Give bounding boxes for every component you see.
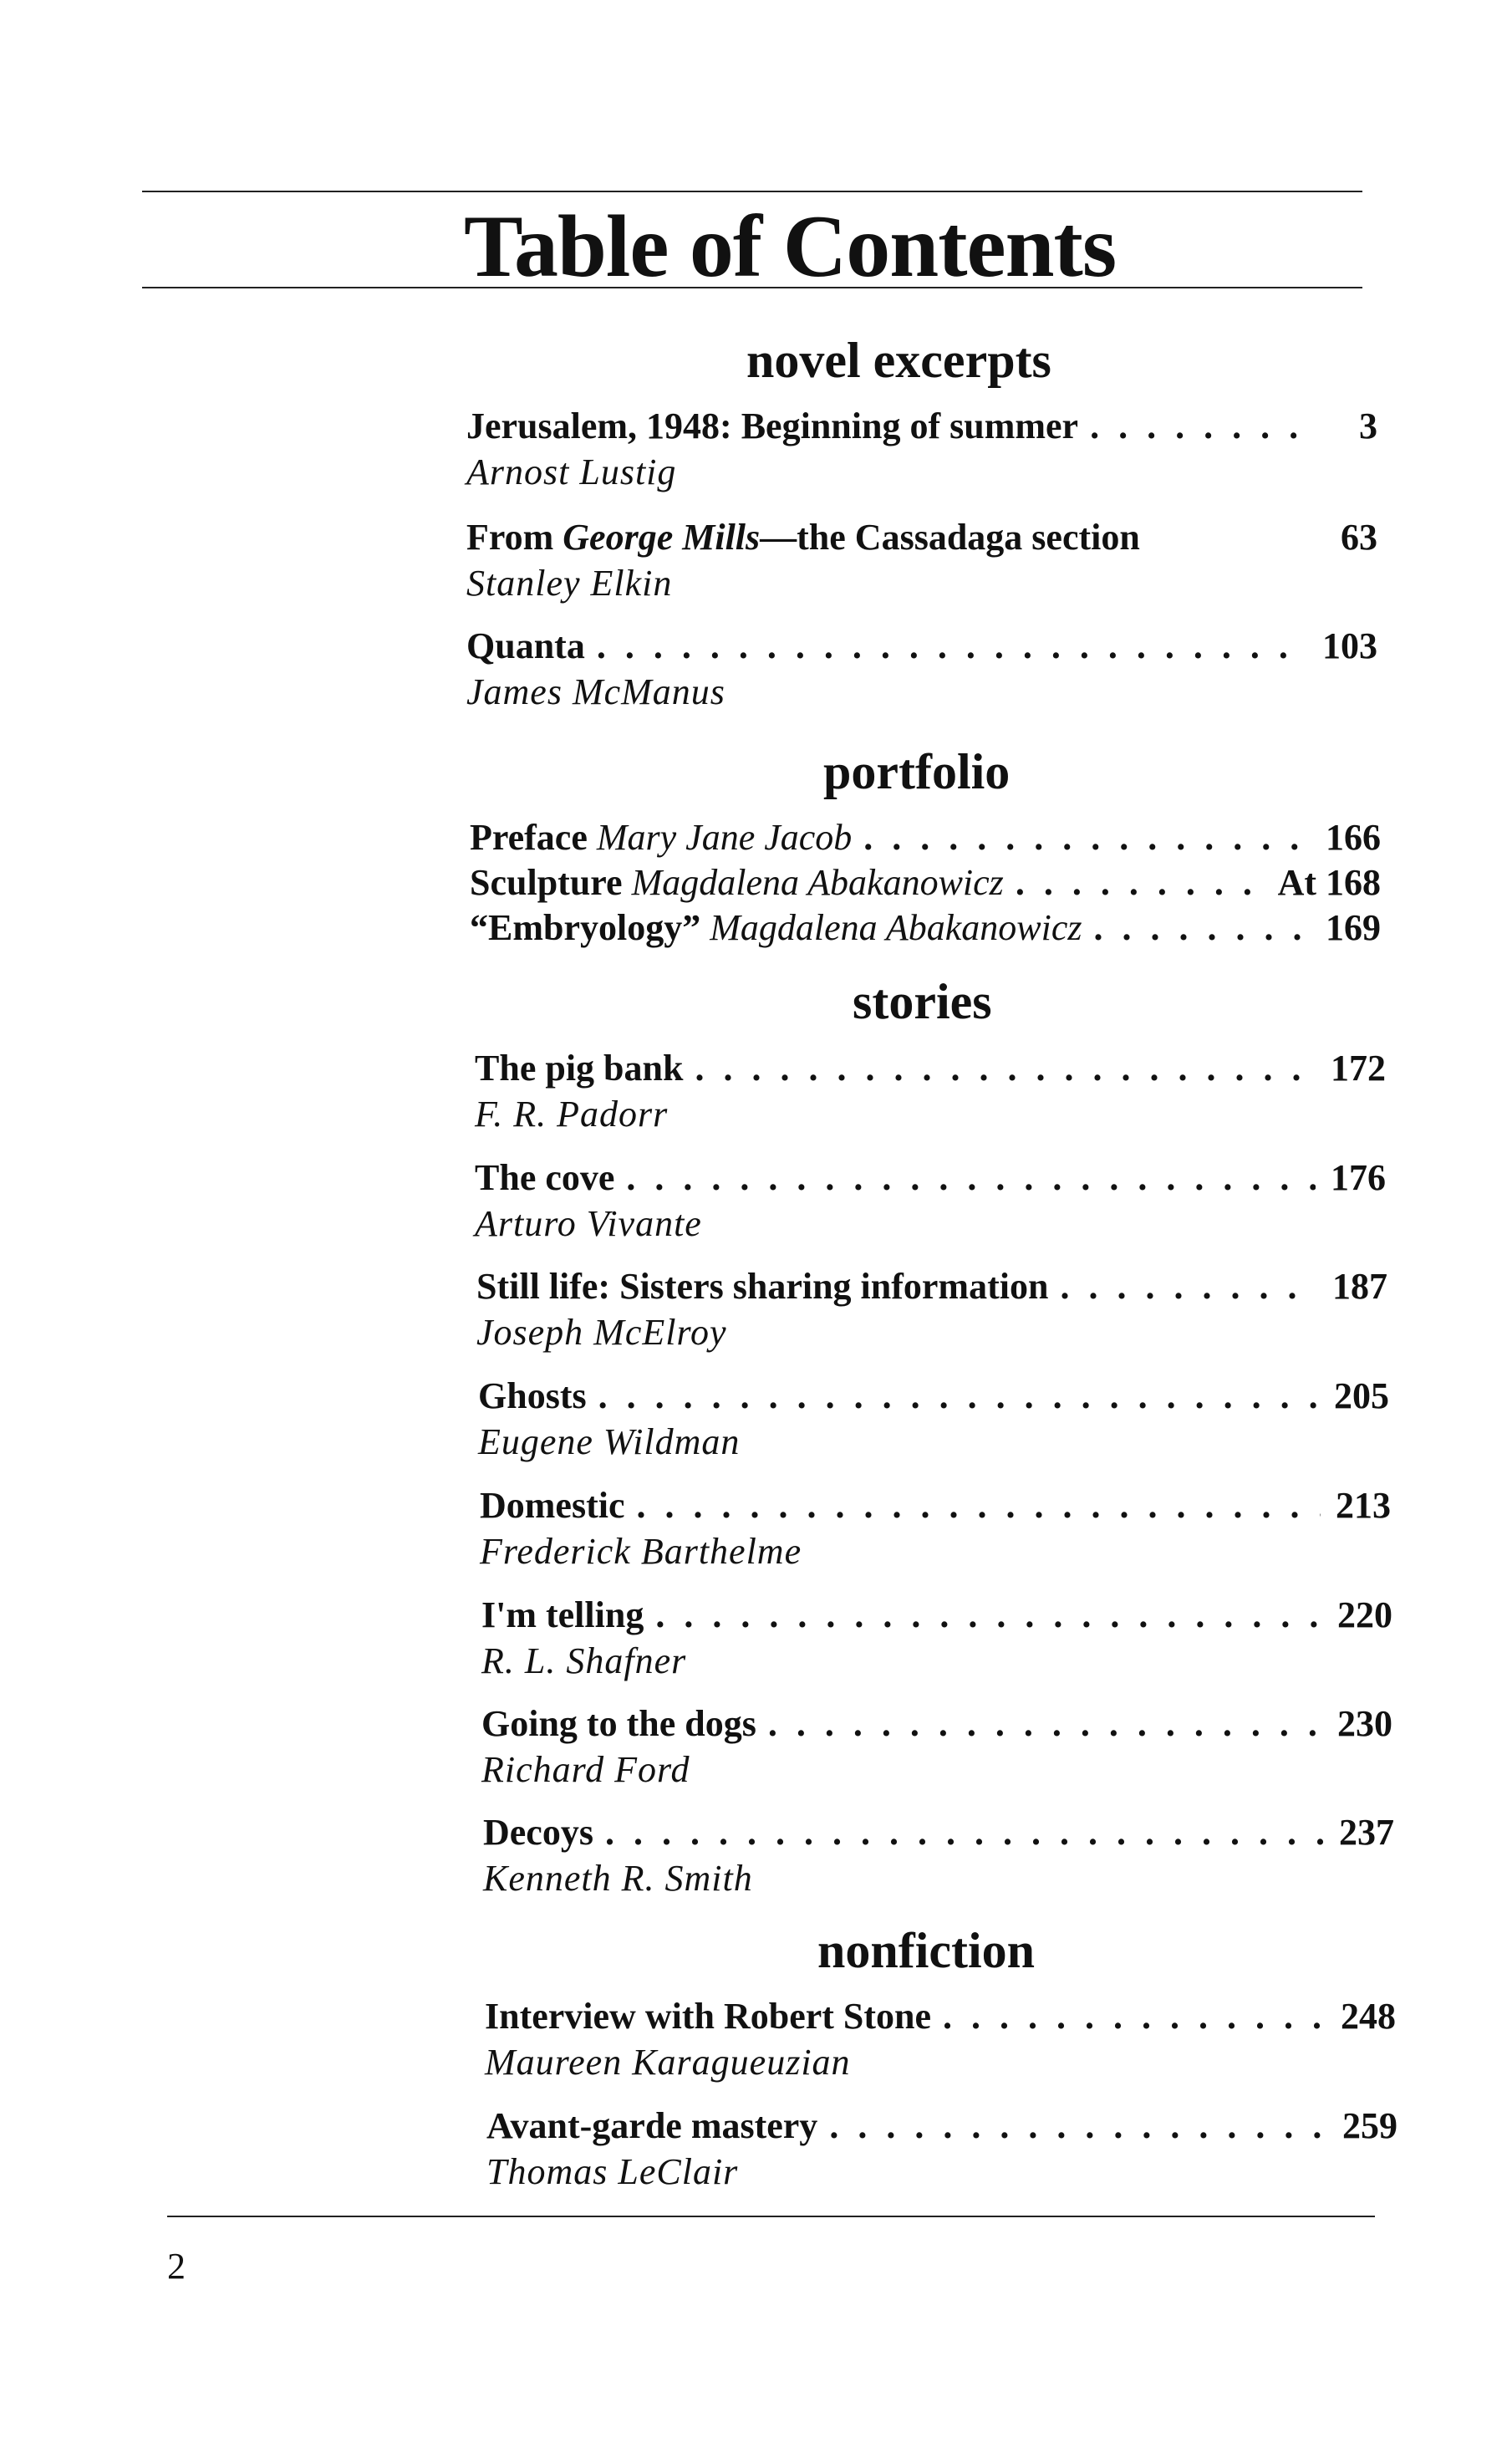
entry-author: Richard Ford [481,1749,690,1790]
entry-author: R. L. Shafner [481,1640,687,1681]
entry-page-number: 213 [1336,1485,1391,1526]
entry-author: Arturo Vivante [475,1203,702,1244]
toc-entry[interactable] [485,1993,1396,2085]
entry-page-number: 205 [1334,1375,1389,1416]
section-heading-novel-excerpts: novel excerpts [746,333,1051,388]
toc-entry[interactable] [480,1482,1391,1574]
dot-leader [863,814,1311,861]
entry-title: Domestic [480,1485,625,1526]
toc-entry[interactable] [486,2103,1397,2195]
toc-entry[interactable] [481,1701,1392,1793]
title-underline-rule [142,287,1362,288]
entry-page-number: 169 [1326,907,1381,948]
entry-title: Jerusalem, 1948: Beginning of summer [466,405,1079,446]
toc-entry[interactable] [470,859,1381,906]
entry-page-number: 248 [1341,1996,1396,2037]
entry-page-number: 237 [1339,1812,1394,1853]
entry-author: F. R. Padorr [475,1094,669,1135]
entry-author: Stanley Elkin [466,563,673,604]
entry-author: Magdalena Abakanowicz [631,862,1004,903]
entry-author: Kenneth R. Smith [483,1858,753,1899]
toc-entry[interactable] [476,1263,1387,1355]
entry-page-number: 187 [1332,1266,1387,1307]
toc-entry[interactable] [466,403,1377,495]
toc-entry[interactable] [481,1592,1392,1684]
toc-entry[interactable] [478,1373,1389,1465]
dot-leader [637,1482,1321,1529]
entry-author: Joseph McElroy [476,1312,727,1353]
entry-page-number: 3 [1359,405,1377,446]
top-rule [142,191,1362,192]
footer-rule [167,2216,1375,2217]
entry-author: Thomas LeClair [486,2151,739,2192]
entry-page-number: 220 [1337,1594,1392,1635]
dot-leader [598,1373,1319,1420]
entry-page-number: 230 [1337,1703,1392,1744]
entry-title: “Embryology” Magdalena Abakanowicz [470,907,1082,948]
section-heading-nonfiction: nonfiction [817,1923,1036,1978]
dot-leader [1060,1263,1317,1310]
page-number: 2 [167,2246,186,2287]
entry-title: Going to the dogs [481,1703,756,1744]
toc-entry[interactable] [466,514,1377,606]
entry-title: The cove [475,1157,615,1198]
toc-entry[interactable] [475,1155,1386,1247]
toc-entry[interactable] [470,905,1381,951]
entry-page-number: At 168 [1277,862,1381,903]
entry-author: Magdalena Abakanowicz [710,907,1082,948]
section-heading-stories: stories [853,974,992,1029]
dot-leader [655,1592,1322,1639]
entry-title: Ghosts [478,1375,587,1416]
dot-leader [829,2103,1327,2150]
entry-title-italic: George Mills [563,517,761,558]
entry-title: Quanta [466,625,585,666]
dot-leader [768,1701,1322,1747]
entry-author: James McManus [466,671,725,712]
page-title: Table of Contents [464,197,1117,295]
entry-page-number: 176 [1331,1157,1386,1198]
entry-title: Preface Mary Jane Jacob [470,817,853,858]
entry-author: Mary Jane Jacob [596,817,853,858]
entry-title: Still life: Sisters sharing information [476,1266,1049,1307]
dot-leader [1090,403,1307,450]
toc-entry[interactable] [470,814,1381,861]
entry-page-number: 259 [1342,2105,1397,2146]
toc-entry[interactable] [466,623,1377,715]
entry-page-number: 103 [1322,625,1377,666]
entry-page-number: 172 [1331,1048,1386,1089]
toc-entry[interactable] [483,1809,1394,1901]
dot-leader [943,1993,1326,2040]
entry-page-number: 166 [1326,817,1381,858]
entry-page-number: 63 [1341,517,1377,558]
dot-leader [695,1045,1316,1092]
entry-title: Sculpture Magdalena Abakanowicz [470,862,1004,903]
entry-title: From George Mills—the Cassadaga section [466,517,1140,558]
dot-leader [626,1155,1316,1201]
entry-title: Decoys [483,1812,593,1853]
entry-title: The pig bank [475,1048,684,1089]
entry-author: Frederick Barthelme [480,1531,802,1572]
toc-entry[interactable] [475,1045,1386,1137]
entry-title: Interview with Robert Stone [485,1996,932,2037]
dot-leader [1016,859,1266,906]
entry-author: Eugene Wildman [478,1421,741,1462]
entry-title: Avant-garde mastery [486,2105,818,2146]
dot-leader [605,1809,1324,1856]
dot-leader [597,623,1307,670]
entry-author: Arnost Lustig [466,451,677,492]
section-heading-portfolio: portfolio [823,744,1011,799]
entry-title: I'm telling [481,1594,644,1635]
entry-author: Maureen Karagueuzian [485,2042,851,2083]
dot-leader [1093,905,1311,951]
